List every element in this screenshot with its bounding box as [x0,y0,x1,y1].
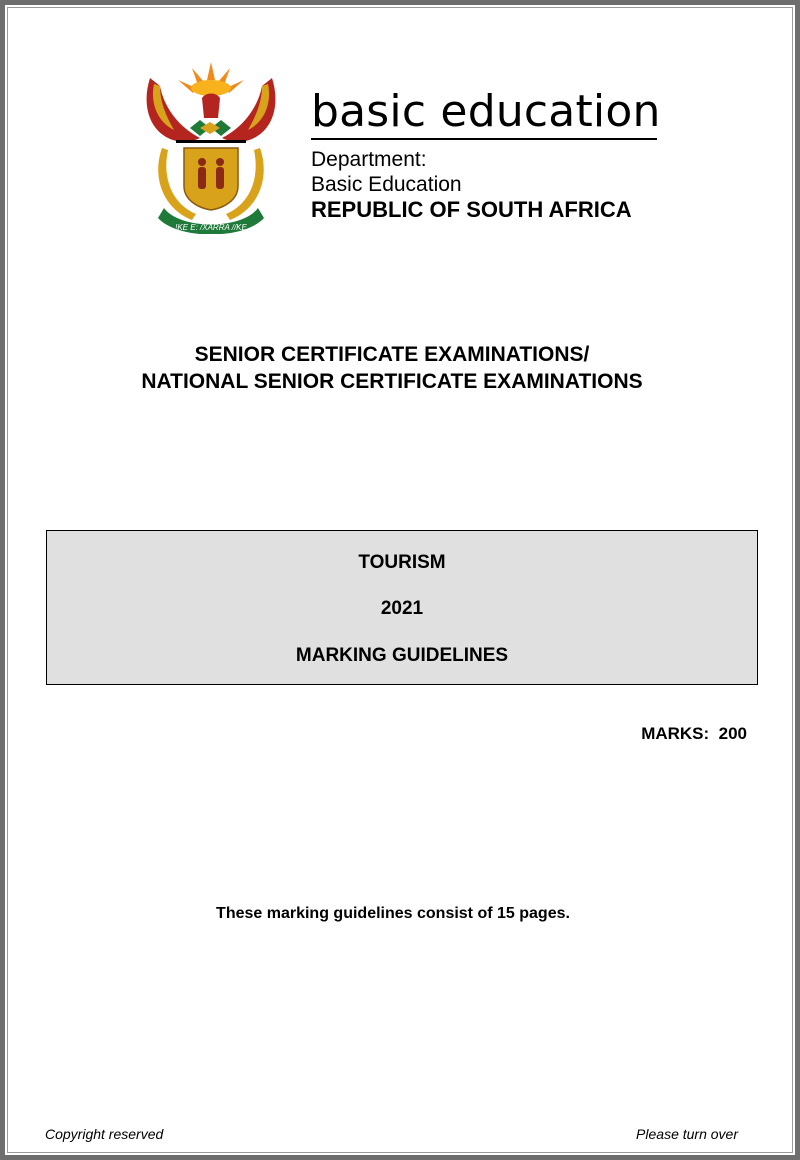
brand-divider [311,138,657,140]
department-label: Department: [311,148,427,171]
total-marks: MARKS: 200 [641,724,747,743]
country-name: REPUBLIC OF SOUTH AFRICA [311,197,632,222]
crest-motto: !KE E: /XARRA //KE [175,223,247,232]
department-name: Basic Education [311,173,462,196]
brand-title: basic education [311,86,661,137]
document-type: MARKING GUIDELINES [295,645,509,666]
exam-title-line-1: SENIOR CERTIFICATE EXAMINATIONS/ [194,343,590,366]
subject-info-box [46,530,758,685]
page-count-note: These marking guidelines consist of 15 pages. [216,905,570,922]
footer-copyright: Copyright reserved [45,1126,164,1142]
coat-of-arms-logo [140,58,282,234]
footer-turn-over: Please turn over [636,1126,738,1142]
sun-icon [178,62,244,96]
subject-name: TOURISM [358,552,446,573]
exam-year: 2021 [380,598,424,619]
exam-title-line-2: NATIONAL SENIOR CERTIFICATE EXAMINATIONS [141,370,643,393]
diamond-band-icon [190,120,231,136]
